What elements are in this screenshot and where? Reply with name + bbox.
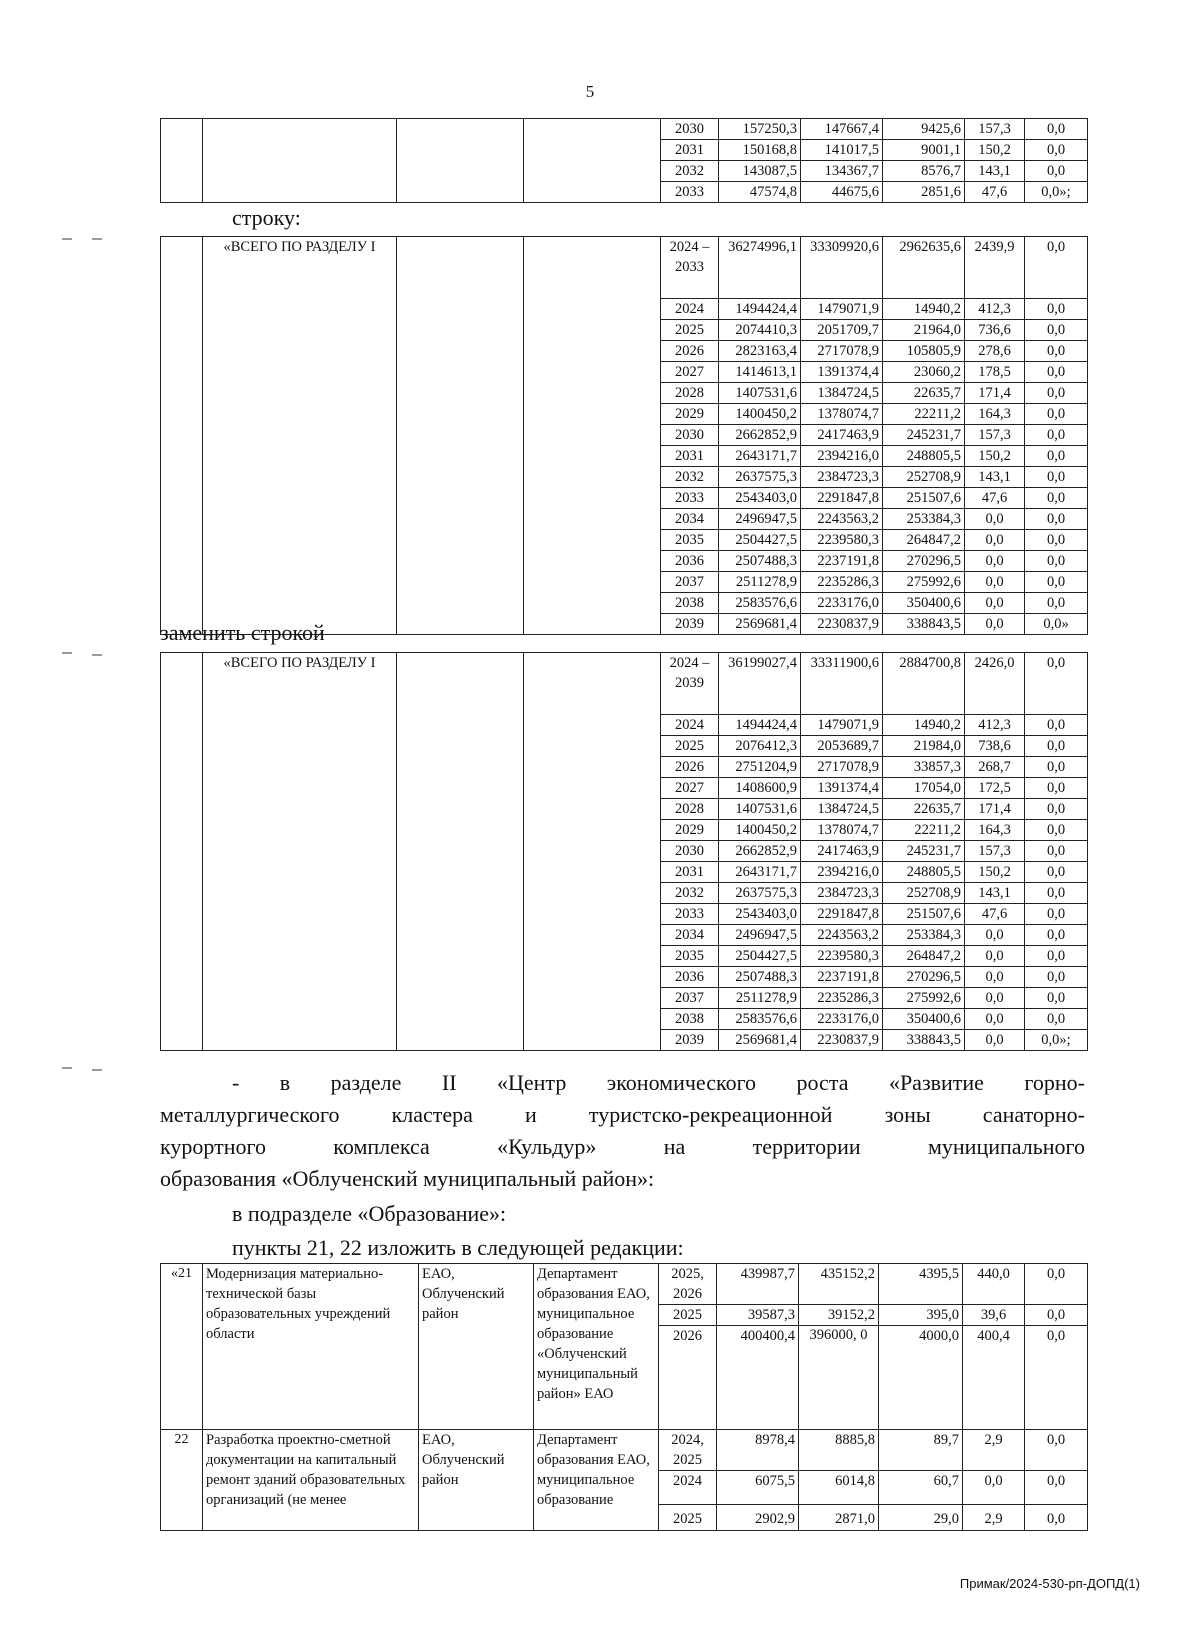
total-cell: 2962635,6 — [883, 237, 965, 299]
value-cell: 2504427,5 — [719, 946, 801, 967]
value-cell: 2233176,0 — [801, 1009, 883, 1030]
value-cell: 39152,2 — [799, 1305, 879, 1326]
value-cell: 251507,6 — [883, 488, 965, 509]
value-cell: 1400450,2 — [719, 820, 801, 841]
value-cell: 0,0 — [965, 572, 1025, 593]
value-cell: 0,0 — [1025, 946, 1088, 967]
margin-mark — [62, 1067, 72, 1069]
value-cell: 0,0 — [1025, 967, 1088, 988]
value-cell: 157,3 — [965, 841, 1025, 862]
value-cell: 2717078,9 — [801, 757, 883, 778]
value-cell: 270296,5 — [883, 551, 965, 572]
year-cell: 2024 — [659, 1471, 717, 1505]
value-cell: 400,4 — [963, 1326, 1025, 1430]
value-cell: 251507,6 — [883, 904, 965, 925]
value-cell: 2851,6 — [883, 182, 965, 203]
value-cell: 0,0 — [965, 946, 1025, 967]
margin-mark — [92, 238, 102, 240]
value-cell: 2237191,8 — [801, 551, 883, 572]
value-cell: 2076412,3 — [719, 736, 801, 757]
value-cell: 0,0 — [965, 988, 1025, 1009]
value-cell: 0,0 — [1025, 841, 1088, 862]
value-cell: 147667,4 — [801, 119, 883, 140]
value-cell: 0,0 — [1025, 820, 1088, 841]
value-cell: 150,2 — [965, 140, 1025, 161]
value-cell: 338843,5 — [883, 1030, 965, 1051]
value-cell: 0,0 — [1025, 383, 1088, 404]
label-zamenit: заменить строкой — [160, 620, 325, 645]
value-cell: 0,0 — [1025, 715, 1088, 736]
value-cell: 2504427,5 — [719, 530, 801, 551]
value-cell: 47574,8 — [719, 182, 801, 203]
value-cell: 0,0 — [1025, 799, 1088, 820]
value-cell: 2507488,3 — [719, 551, 801, 572]
year-cell: 2026 — [661, 757, 719, 778]
value-cell: 0,0 — [1025, 446, 1088, 467]
value-cell: 1378074,7 — [801, 820, 883, 841]
item-executor: Департамент образования ЕАО, муниципальное образование — [534, 1430, 659, 1531]
year-cell: 2039 — [661, 614, 719, 635]
value-cell: 1408600,9 — [719, 778, 801, 799]
value-cell: 2053689,7 — [801, 736, 883, 757]
value-cell: 164,3 — [965, 404, 1025, 425]
value-cell: 2662852,9 — [719, 841, 801, 862]
value-cell: 0,0 — [1025, 530, 1088, 551]
year-cell: 2027 — [661, 778, 719, 799]
value-cell: 2871,0 — [799, 1505, 879, 1531]
value-cell: 2235286,3 — [801, 572, 883, 593]
total-cell: 2439,9 — [965, 237, 1025, 299]
value-cell: 0,0 — [1025, 778, 1088, 799]
value-cell: 350400,6 — [883, 1009, 965, 1030]
total-cell: 33311900,6 — [801, 653, 883, 715]
value-cell: 21964,0 — [883, 320, 965, 341]
value-cell: 0,0»; — [1025, 182, 1088, 203]
value-cell: 134367,7 — [801, 161, 883, 182]
value-cell: 2543403,0 — [719, 488, 801, 509]
value-cell: 171,4 — [965, 799, 1025, 820]
value-cell: 2643171,7 — [719, 446, 801, 467]
year-cell: 2033 — [661, 182, 719, 203]
paragraph-line: пункты 21, 22 изложить в следующей редакции: — [232, 1235, 684, 1260]
value-cell: 0,0 — [965, 925, 1025, 946]
item-name: Разработка проектно-сметной документации на капитальный ремонт зданий образовательных организаций (не менее — [203, 1430, 419, 1531]
value-cell: 0,0 — [1025, 1326, 1088, 1430]
year-cell: 2037 — [661, 572, 719, 593]
period-cell: 2024 – 2039 — [661, 653, 719, 715]
value-cell: 2823163,4 — [719, 341, 801, 362]
value-cell: 0,0 — [965, 1030, 1025, 1051]
total-cell: 36199027,4 — [719, 653, 801, 715]
year-cell: 2025 — [659, 1505, 717, 1531]
value-cell: 0,0»; — [1025, 1030, 1088, 1051]
value-cell: 0,0 — [965, 1009, 1025, 1030]
margin-mark — [92, 1069, 102, 1071]
value-cell: 17054,0 — [883, 778, 965, 799]
value-cell: 143,1 — [965, 161, 1025, 182]
value-cell: 278,6 — [965, 341, 1025, 362]
value-cell: 245231,7 — [883, 425, 965, 446]
table-items — [160, 1263, 1088, 1531]
value-cell: 6075,5 — [717, 1471, 799, 1505]
value-cell: 2637575,3 — [719, 883, 801, 904]
year-cell: 2034 — [661, 509, 719, 530]
value-cell: 143,1 — [965, 883, 1025, 904]
value-cell: 2233176,0 — [801, 593, 883, 614]
value-cell: 400400,4 — [717, 1326, 799, 1430]
value-cell: 2662852,9 — [719, 425, 801, 446]
value-cell: 2643171,7 — [719, 862, 801, 883]
value-cell: 0,0 — [1025, 119, 1088, 140]
total-cell: 33309920,6 — [801, 237, 883, 299]
year-cell: 2030 — [661, 119, 719, 140]
value-cell: 2230837,9 — [801, 1030, 883, 1051]
value-cell: 29,0 — [879, 1505, 963, 1531]
year-cell: 2028 — [661, 383, 719, 404]
value-cell: 47,6 — [965, 488, 1025, 509]
value-cell: 0,0 — [1025, 488, 1088, 509]
year-cell: 2025 — [661, 320, 719, 341]
year-cell: 2032 — [661, 883, 719, 904]
total-cell: 2426,0 — [965, 653, 1025, 715]
value-cell: 2569681,4 — [719, 1030, 801, 1051]
year-cell: 2038 — [661, 593, 719, 614]
year-cell: 2034 — [661, 925, 719, 946]
value-cell: 8978,4 — [717, 1430, 799, 1471]
section-total-title: «ВСЕГО ПО РАЗДЕЛУ I — [223, 239, 376, 255]
value-cell: 1384724,5 — [801, 799, 883, 820]
value-cell: 2074410,3 — [719, 320, 801, 341]
value-cell: 264847,2 — [883, 946, 965, 967]
year-cell: 2031 — [661, 446, 719, 467]
value-cell: 22211,2 — [883, 404, 965, 425]
year-cell: 2027 — [661, 362, 719, 383]
value-cell: 2496947,5 — [719, 925, 801, 946]
value-cell: 2239580,3 — [801, 530, 883, 551]
value-cell: 275992,6 — [883, 988, 965, 1009]
year-cell: 2038 — [661, 1009, 719, 1030]
value-cell: 0,0 — [1025, 341, 1088, 362]
item-executor: Департамент образования ЕАО, муниципальное образование «Облученский муниципальный район» ЕАО — [534, 1264, 659, 1430]
value-cell: 6014,8 — [799, 1471, 879, 1505]
value-cell: 0,0 — [963, 1471, 1025, 1505]
value-cell: 2237191,8 — [801, 967, 883, 988]
value-cell: 39,6 — [963, 1305, 1025, 1326]
value-cell: 39587,3 — [717, 1305, 799, 1326]
year-cell: 2039 — [661, 1030, 719, 1051]
total-cell: 36274996,1 — [719, 237, 801, 299]
value-cell: 0,0 — [1025, 320, 1088, 341]
value-cell: 172,5 — [965, 778, 1025, 799]
value-cell: 2511278,9 — [719, 988, 801, 1009]
value-cell: 275992,6 — [883, 572, 965, 593]
value-cell: 2384723,3 — [801, 883, 883, 904]
value-cell: 2637575,3 — [719, 467, 801, 488]
total-cell: 0,0 — [1025, 653, 1088, 715]
value-cell: 0,0 — [1025, 467, 1088, 488]
value-cell: 0,0 — [965, 530, 1025, 551]
value-cell: 2583576,6 — [719, 1009, 801, 1030]
table-old-total — [160, 236, 1088, 635]
value-cell: 2243563,2 — [801, 509, 883, 530]
margin-mark — [62, 238, 72, 240]
value-cell: 1400450,2 — [719, 404, 801, 425]
year-cell: 2033 — [661, 904, 719, 925]
value-cell: 14940,2 — [883, 299, 965, 320]
value-cell: 164,3 — [965, 820, 1025, 841]
paragraph-line: курортного комплекса «Кульдур» на территории муниципального — [160, 1134, 1085, 1159]
value-cell: 4000,0 — [879, 1326, 963, 1430]
value-cell: 2394216,0 — [801, 862, 883, 883]
paragraph-line: - в разделе II «Центр экономического роста «Развитие горно- — [232, 1070, 1085, 1095]
value-cell: 253384,3 — [883, 925, 965, 946]
value-cell: 2511278,9 — [719, 572, 801, 593]
value-cell: 0,0 — [965, 967, 1025, 988]
value-cell: 150,2 — [965, 862, 1025, 883]
year-cell: 2036 — [661, 551, 719, 572]
value-cell: 2051709,7 — [801, 320, 883, 341]
year-cell: 2028 — [661, 799, 719, 820]
value-cell: 157,3 — [965, 119, 1025, 140]
value-cell: 0,0» — [1025, 614, 1088, 635]
value-cell: 396000, 0 — [799, 1326, 879, 1430]
value-cell: 248805,5 — [883, 862, 965, 883]
section-total-title: «ВСЕГО ПО РАЗДЕЛУ I — [223, 655, 376, 671]
value-cell: 736,6 — [965, 320, 1025, 341]
value-cell: 8885,8 — [799, 1430, 879, 1471]
item-number: «21 — [161, 1264, 203, 1430]
year-cell: 2025, 2026 — [659, 1264, 717, 1305]
year-cell: 2037 — [661, 988, 719, 1009]
value-cell: 0,0 — [1025, 572, 1088, 593]
paragraph-line: металлургического кластера и туристско-рекреационной зоны санаторно- — [160, 1102, 1085, 1127]
value-cell: 2384723,3 — [801, 467, 883, 488]
value-cell: 47,6 — [965, 904, 1025, 925]
table-top-continuation — [160, 118, 1088, 203]
value-cell: 2417463,9 — [801, 425, 883, 446]
year-cell: 2024 — [661, 715, 719, 736]
margin-mark — [62, 652, 72, 654]
value-cell: 143087,5 — [719, 161, 801, 182]
value-cell: 0,0 — [965, 593, 1025, 614]
value-cell: 338843,5 — [883, 614, 965, 635]
value-cell: 252708,9 — [883, 467, 965, 488]
value-cell: 2394216,0 — [801, 446, 883, 467]
paragraph-line: образования «Облученский муниципальный район»: — [160, 1166, 655, 1191]
value-cell: 0,0 — [1025, 1430, 1088, 1471]
value-cell: 143,1 — [965, 467, 1025, 488]
value-cell: 0,0 — [1025, 757, 1088, 778]
value-cell: 157250,3 — [719, 119, 801, 140]
item-location: ЕАО, Облученский район — [419, 1264, 534, 1430]
value-cell: 0,0 — [965, 509, 1025, 530]
value-cell: 2291847,8 — [801, 488, 883, 509]
page-number: 5 — [585, 82, 595, 101]
value-cell: 0,0 — [1025, 161, 1088, 182]
period-cell: 2024 – 2033 — [661, 237, 719, 299]
value-cell: 22211,2 — [883, 820, 965, 841]
value-cell: 2417463,9 — [801, 841, 883, 862]
value-cell: 253384,3 — [883, 509, 965, 530]
value-cell: 150,2 — [965, 446, 1025, 467]
item-location: ЕАО, Облученский район — [419, 1430, 534, 1531]
value-cell: 412,3 — [965, 715, 1025, 736]
value-cell: 0,0 — [965, 551, 1025, 572]
year-cell: 2024 — [661, 299, 719, 320]
value-cell: 0,0 — [1025, 362, 1088, 383]
value-cell: 2243563,2 — [801, 925, 883, 946]
value-cell: 2,9 — [963, 1430, 1025, 1471]
value-cell: 0,0 — [1025, 509, 1088, 530]
document-footer-code: Примак/2024-530-рп-ДОПД(1) — [959, 1576, 1140, 1591]
value-cell: 4395,5 — [879, 1264, 963, 1305]
value-cell: 264847,2 — [883, 530, 965, 551]
value-cell: 1479071,9 — [801, 299, 883, 320]
year-cell: 2035 — [661, 530, 719, 551]
value-cell: 0,0 — [1025, 883, 1088, 904]
value-cell: 270296,5 — [883, 967, 965, 988]
value-cell: 0,0 — [1025, 1305, 1088, 1326]
value-cell: 2239580,3 — [801, 946, 883, 967]
paragraph-line: в подразделе «Образование»: — [232, 1201, 507, 1226]
value-cell: 105805,9 — [883, 341, 965, 362]
value-cell: 150168,8 — [719, 140, 801, 161]
value-cell: 0,0 — [965, 614, 1025, 635]
value-cell: 2,9 — [963, 1505, 1025, 1531]
year-cell: 2031 — [661, 140, 719, 161]
value-cell: 2291847,8 — [801, 904, 883, 925]
value-cell: 33857,3 — [883, 757, 965, 778]
year-cell: 2026 — [659, 1326, 717, 1430]
value-cell: 2583576,6 — [719, 593, 801, 614]
value-cell: 2569681,4 — [719, 614, 801, 635]
value-cell: 0,0 — [1025, 551, 1088, 572]
value-cell: 245231,7 — [883, 841, 965, 862]
value-cell: 2507488,3 — [719, 967, 801, 988]
item-name: Модернизация материально-технической базы образовательных учреждений области — [203, 1264, 419, 1430]
value-cell: 0,0 — [1025, 988, 1088, 1009]
value-cell: 2902,9 — [717, 1505, 799, 1531]
value-cell: 0,0 — [1025, 425, 1088, 446]
value-cell: 60,7 — [879, 1471, 963, 1505]
value-cell: 0,0 — [1025, 904, 1088, 925]
value-cell: 9001,1 — [883, 140, 965, 161]
value-cell: 44675,6 — [801, 182, 883, 203]
value-cell: 0,0 — [1025, 1009, 1088, 1030]
value-cell: 2230837,9 — [801, 614, 883, 635]
value-cell: 1407531,6 — [719, 383, 801, 404]
value-cell: 0,0 — [1025, 404, 1088, 425]
value-cell: 157,3 — [965, 425, 1025, 446]
value-cell: 1384724,5 — [801, 383, 883, 404]
value-cell: 171,4 — [965, 383, 1025, 404]
label-stroku: строку: — [232, 205, 301, 230]
total-cell: 0,0 — [1025, 237, 1088, 299]
value-cell: 268,7 — [965, 757, 1025, 778]
value-cell: 2496947,5 — [719, 509, 801, 530]
value-cell: 1414613,1 — [719, 362, 801, 383]
value-cell: 1479071,9 — [801, 715, 883, 736]
value-cell: 252708,9 — [883, 883, 965, 904]
margin-mark — [92, 654, 102, 656]
value-cell: 22635,7 — [883, 383, 965, 404]
value-cell: 395,0 — [879, 1305, 963, 1326]
value-cell: 2717078,9 — [801, 341, 883, 362]
value-cell: 0,0 — [1025, 593, 1088, 614]
year-cell: 2035 — [661, 946, 719, 967]
value-cell: 22635,7 — [883, 799, 965, 820]
year-cell: 2030 — [661, 841, 719, 862]
value-cell: 0,0 — [1025, 862, 1088, 883]
table-new-total — [160, 652, 1088, 1051]
value-cell: 178,5 — [965, 362, 1025, 383]
value-cell: 1391374,4 — [801, 778, 883, 799]
value-cell: 2751204,9 — [719, 757, 801, 778]
value-cell: 23060,2 — [883, 362, 965, 383]
value-cell: 0,0 — [1025, 299, 1088, 320]
value-cell: 412,3 — [965, 299, 1025, 320]
value-cell: 440,0 — [963, 1264, 1025, 1305]
value-cell: 0,0 — [1025, 140, 1088, 161]
value-cell: 248805,5 — [883, 446, 965, 467]
value-cell: 435152,2 — [799, 1264, 879, 1305]
year-cell: 2026 — [661, 341, 719, 362]
value-cell: 21984,0 — [883, 736, 965, 757]
year-cell: 2025 — [659, 1305, 717, 1326]
value-cell: 1494424,4 — [719, 715, 801, 736]
value-cell: 0,0 — [1025, 1471, 1088, 1505]
value-cell: 0,0 — [1025, 925, 1088, 946]
value-cell: 2235286,3 — [801, 988, 883, 1009]
year-cell: 2036 — [661, 967, 719, 988]
value-cell: 9425,6 — [883, 119, 965, 140]
value-cell: 0,0 — [1025, 1264, 1088, 1305]
value-cell: 1407531,6 — [719, 799, 801, 820]
year-cell: 2030 — [661, 425, 719, 446]
year-cell: 2025 — [661, 736, 719, 757]
value-cell: 141017,5 — [801, 140, 883, 161]
value-cell: 1378074,7 — [801, 404, 883, 425]
year-cell: 2024, 2025 — [659, 1430, 717, 1471]
value-cell: 1494424,4 — [719, 299, 801, 320]
value-cell: 738,6 — [965, 736, 1025, 757]
year-cell: 2032 — [661, 161, 719, 182]
value-cell: 2543403,0 — [719, 904, 801, 925]
year-cell: 2033 — [661, 488, 719, 509]
value-cell: 1391374,4 — [801, 362, 883, 383]
year-cell: 2031 — [661, 862, 719, 883]
year-cell: 2029 — [661, 404, 719, 425]
total-cell: 2884700,8 — [883, 653, 965, 715]
value-cell: 0,0 — [1025, 736, 1088, 757]
item-number: 22 — [161, 1430, 203, 1531]
value-cell: 0,0 — [1025, 1505, 1088, 1531]
value-cell: 439987,7 — [717, 1264, 799, 1305]
value-cell: 14940,2 — [883, 715, 965, 736]
value-cell: 8576,7 — [883, 161, 965, 182]
value-cell: 47,6 — [965, 182, 1025, 203]
value-cell: 89,7 — [879, 1430, 963, 1471]
year-cell: 2029 — [661, 820, 719, 841]
value-cell: 350400,6 — [883, 593, 965, 614]
year-cell: 2032 — [661, 467, 719, 488]
